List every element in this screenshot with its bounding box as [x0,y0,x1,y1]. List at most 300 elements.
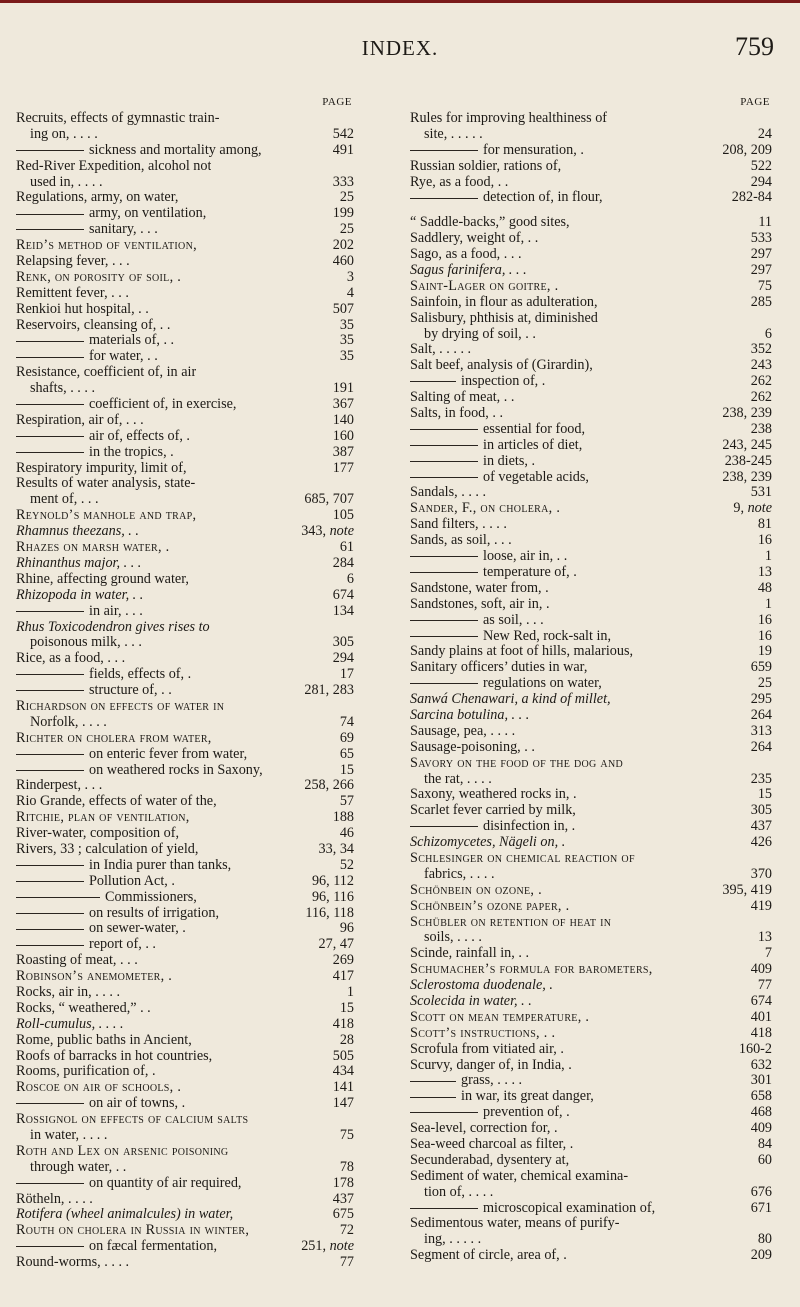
entry-text [410,660,587,676]
entry-label: Sea-weed charcoal as filter, . [410,1137,574,1152]
entry-label: essential for food, [483,421,586,437]
page-reference: 25 [757,675,772,692]
index-entry [16,524,354,540]
entry-label: River-water, composition of, [16,826,180,842]
page-reference: 251, note [301,1238,354,1255]
entry-label: Roasting of meat, . . . [16,953,138,969]
entry-text [16,492,99,508]
entry-text [410,406,503,422]
index-entry [410,1169,772,1185]
page-reference: 305 [332,634,354,651]
page-header [0,30,800,60]
index-entry [410,422,772,438]
entry-text [410,1105,570,1121]
ditto-dash [410,1112,478,1113]
page-reference: 674 [750,992,772,1009]
entry-text [16,985,120,1001]
entry-text [16,159,211,175]
entry-label: Rivers, 33 ; calculation of yield, [16,841,199,857]
page-reference: 25 [339,221,354,238]
entry-label: Scott’s instructions, . . [410,1025,556,1041]
entry-label: Schübler on retention of heat in [410,914,612,930]
page-reference: 468 [750,1104,772,1121]
index-entry [16,651,354,667]
page-reference: 333 [332,173,354,190]
entry-label: Schönbein’s ozone paper, . [410,898,570,914]
entry-text [410,1216,619,1232]
entry-label: in water, . . . . [30,1128,108,1143]
page-reference: 264 [750,738,772,755]
entry-text [410,1169,628,1185]
entry-label: Sandals, . . . . [410,485,487,501]
page-reference: 505 [332,1047,354,1064]
index-entry [16,206,354,222]
index-entry [16,683,354,699]
page-reference: 671 [750,1199,772,1216]
index-entry [16,953,354,969]
page-label: PAGE [322,96,352,108]
entry-text [410,692,611,708]
entry-text [16,921,186,937]
page-reference: 15 [339,761,354,778]
index-entry [410,867,772,883]
entry-text [16,1064,156,1080]
page-reference: 4 [346,284,354,301]
page-reference: 437 [750,818,772,835]
entry-label: Rhazes on marsh water, . [16,540,170,556]
entry-text [410,565,577,581]
index-entry [16,604,354,620]
index-entry [410,819,772,835]
entry-text [410,994,532,1010]
entry-text [410,342,471,358]
page-reference: 191 [332,380,354,397]
entry-label: regulations on water, [483,676,602,692]
entry-text [16,476,195,492]
entry-text [16,1017,124,1033]
index-entry [16,238,354,254]
entry-text [410,279,558,295]
entry-label: Rio Grande, effects of water of the, [16,794,217,810]
page-reference: 46 [339,825,354,842]
page-reference: 25 [339,189,354,206]
entry-text [410,111,607,127]
entry-text [16,953,138,969]
entry-text [16,635,142,651]
entry-text [410,517,507,533]
entry-label: site, . . . . . [424,126,483,142]
page-reference: 199 [332,205,354,222]
entry-text [410,978,553,994]
ditto-dash [16,674,84,675]
entry-label: in war, its great danger, [461,1089,594,1105]
entry-label: Routh on cholera in Russia in winter, [16,1223,250,1239]
entry-text [410,549,567,565]
entry-text [410,231,538,247]
index-entry [16,874,354,890]
index-entry [16,540,354,556]
entry-label: Salts, in food, . . [410,406,504,422]
entry-text [410,127,483,143]
index-entry [16,1001,354,1017]
index-entry [410,390,772,406]
entry-label: ing on, . . . . [30,126,98,142]
page-reference: 147 [332,1095,354,1112]
entry-text [410,787,577,803]
page-reference: 72 [339,1222,354,1239]
entry-label: the rat, . . . . [424,771,492,787]
page-reference: 370 [750,865,772,882]
index-entry [410,724,772,740]
ditto-dash [16,913,84,914]
entry-label: through water, . . [30,1159,127,1175]
entry-label: for mensuration, . [483,142,584,158]
index-entry [16,794,354,810]
index-entry [16,381,354,397]
index-entry [410,1042,772,1058]
entry-text [16,254,130,270]
page-reference: 417 [332,968,354,985]
entry-text [410,485,486,501]
page-reference: 57 [339,793,354,810]
page-reference: 96 [339,920,354,937]
page-reference: 395, 419 [722,881,772,898]
index-entry [16,1176,354,1192]
entry-text [16,842,198,858]
entry-text [16,1176,241,1192]
entry-label: shafts, . . . . [30,381,96,397]
entry-text [16,826,179,842]
index-entry [410,438,772,454]
entry-label: Rhine, affecting ground water, [16,571,189,587]
entry-text [410,470,589,486]
ditto-dash [410,1208,478,1209]
index-entry [410,1185,772,1201]
entry-text [16,445,174,461]
page-reference: 24 [757,125,772,142]
entry-label: Rhus Toxicodendron gives rises to [16,619,210,635]
index-entry [16,254,354,270]
entry-text [410,915,611,931]
entry-label: on sewer-water, . [89,921,186,937]
entry-label: Scrofula from vitiated air, . [410,1041,564,1057]
ditto-dash [410,636,478,637]
entry-label: sanitary, . . . [89,222,158,238]
entry-text [410,1232,481,1248]
entry-text [410,1201,655,1217]
entry-text [16,461,187,477]
page-reference: 676 [750,1183,772,1200]
entry-label: Respiratory impurity, limit of, [16,460,187,476]
index-entry [16,858,354,874]
entry-text [410,867,495,883]
page-reference: 77 [757,977,772,994]
entry-label: Secunderabad, dysentery at, [410,1152,570,1168]
entry-text [410,1089,594,1105]
top-rule [0,0,800,3]
ditto-dash [410,198,478,199]
index-entry [16,508,354,524]
entry-text [16,238,197,254]
page-reference: 35 [339,316,354,333]
entry-label: Rhinanthus major, . . . [16,555,142,571]
entry-label: temperature of, . [483,564,577,580]
entry-text [16,620,210,636]
page-reference: 674 [332,586,354,603]
entry-text [16,1033,192,1049]
entry-text [410,1058,572,1074]
entry-label: Russian soldier, rations of, [410,158,562,174]
index-entry [16,1239,354,1255]
entry-text [410,803,576,819]
entry-text [16,349,158,365]
entry-text [410,1137,573,1153]
ditto-dash [16,754,84,755]
entry-label: Sedimentous water, means of purify- [410,1216,620,1232]
entry-label: disinfection in, . [483,819,576,835]
page-reference: 84 [757,1136,772,1152]
page-number: 759 [735,32,774,61]
page-reference: 116, 118 [305,904,354,921]
page-reference: 294 [332,650,354,667]
ditto-dash [410,1081,456,1082]
entry-text [410,756,623,772]
entry-label: Saint-Lager on goitre, . [410,278,559,294]
page-reference: 460 [332,253,354,270]
entry-text [16,302,149,318]
page-reference: 16 [757,627,772,644]
page-reference: 16 [757,611,772,628]
entry-text [16,206,206,222]
entry-text [410,597,550,613]
index-entry [16,1144,354,1160]
page-reference: 33, 34 [318,840,354,857]
entry-label: Saddlery, weight of, . . [410,231,539,247]
ditto-dash [16,897,100,898]
ditto-dash [16,436,84,437]
index-entry [410,962,772,978]
index-entry [16,969,354,985]
entry-text [410,1073,522,1089]
page-reference: 81 [757,516,772,533]
ditto-dash [16,865,84,866]
index-entry [410,597,772,613]
page-reference: 262 [750,389,772,406]
entry-text [16,286,129,302]
page-reference: 17 [339,666,354,683]
entry-text [16,778,102,794]
entry-text [410,819,575,835]
page-reference: 522 [750,157,772,174]
page-reference: 258, 266 [304,777,354,794]
entry-label: Segment of circle, area of, . [410,1248,567,1264]
entry-text [410,247,522,263]
entry-label: Salting of meat, . . [410,390,515,406]
index-entry [16,635,354,651]
entry-text [16,1080,181,1096]
index-entry [410,501,772,517]
index-column-left [16,95,354,1271]
index-entry [410,930,772,946]
entry-text [16,572,189,588]
index-entry [410,1232,772,1248]
ditto-dash [16,1183,84,1184]
entry-text [16,1255,129,1271]
page-reference: 387 [332,443,354,460]
index-entry [16,222,354,238]
entry-label: on fæcal fermentation, [89,1239,218,1255]
entry-label: Sanwá Chenawari, a kind of millet, [410,692,611,708]
entry-label: microscopical examination of, [483,1200,656,1216]
page-reference: 11 [758,214,772,231]
index-entry [410,1089,772,1105]
index-entry [16,842,354,858]
entry-text [16,794,217,810]
entry-text [16,429,190,445]
page-reference: 542 [332,125,354,142]
index-entry [410,772,772,788]
index-entry [410,1153,772,1169]
ditto-dash [16,929,84,930]
index-entry [16,572,354,588]
entry-text [16,683,172,699]
index-entry [410,143,772,159]
entry-text [410,438,582,454]
index-entry [16,127,354,143]
entry-text [410,159,561,175]
entry-text [410,740,535,756]
entry-text [16,270,181,286]
entry-label: Round-worms, . . . . [16,1255,130,1271]
entry-label: by drying of soil, . . [424,326,536,342]
entry-text [410,533,512,549]
page-reference: 78 [339,1158,354,1175]
index-entry [410,1026,772,1042]
ditto-dash [16,881,84,882]
ditto-dash [410,556,478,557]
page-reference: 60 [757,1151,772,1168]
entry-label: as soil, . . . [483,612,544,628]
entry-text [16,1112,248,1128]
page-reference: 96, 112 [311,872,354,889]
index-entry [16,143,354,159]
ditto-dash [410,572,478,573]
page-reference: 352 [750,341,772,358]
ditto-dash [410,445,478,446]
index-entry [410,295,772,311]
index-entry [16,1223,354,1239]
entry-label: Roofs of barracks in hot countries, [16,1048,213,1064]
entry-label: materials of, . . [89,333,175,349]
entry-text [410,899,569,915]
entry-label: Rossignol on effects of calcium salts [16,1112,249,1128]
entry-label: fields, effects of, . [89,667,192,683]
page-reference: 419 [750,897,772,914]
ditto-dash [410,381,456,382]
page-reference: 77 [339,1254,354,1271]
entry-text [16,858,231,874]
entry-text [16,381,95,397]
page-reference: 75 [339,1127,354,1143]
entry-label: used in, . . . . [30,174,103,190]
index-entry [410,613,772,629]
index-entry [410,263,772,279]
page-reference: 35 [339,332,354,349]
entry-label: Savory on the food of the dog and [410,755,623,771]
page-reference: 401 [750,1008,772,1025]
entry-text [16,906,219,922]
page-reference: 13 [757,929,772,946]
index-entry [410,978,772,994]
page-reference: 160 [332,427,354,444]
entry-label: Scolecida in water, . . [410,993,532,1009]
index-entry [410,629,772,645]
ditto-dash [410,150,478,151]
page-reference: 418 [750,1024,772,1041]
index-entry [410,127,772,143]
index-entry [410,342,772,358]
entry-label: Sediment of water, chemical examina- [410,1168,629,1184]
index-entry [16,286,354,302]
entry-text [16,508,196,524]
entry-text [16,190,178,206]
entry-text [410,962,653,978]
entry-text [16,143,262,159]
page-reference: 74 [339,713,354,730]
index-entry [16,556,354,572]
entry-text [16,747,247,763]
page-reference: 69 [339,729,354,746]
page-reference: 15 [757,786,772,803]
entry-label: coefficient of, in exercise, [89,397,237,413]
page-reference: 238 [750,420,772,437]
entry-label: New Red, rock-salt in, [483,628,612,644]
entry-label: Schizomycetes, Nägeli on, . [410,835,566,851]
entry-text [16,715,107,731]
entry-text [410,708,529,724]
index-entry [410,1201,772,1217]
index-entry [410,660,772,676]
entry-label: Rhamnus theezans, . . [16,524,139,540]
index-entry [410,247,772,263]
page-reference: 285 [750,293,772,310]
index-entry [410,1137,772,1153]
ditto-dash [16,357,84,358]
entry-label: Schlesinger on chemical reaction of [410,850,635,866]
entry-label: Salt, . . . . . [410,342,472,358]
entry-text [410,835,565,851]
entry-text [16,175,103,191]
entry-text [16,1239,217,1255]
entry-label: Sausage-poisoning, . . [410,739,535,755]
entry-label: Roscoe on air of schools, . [16,1080,182,1096]
page-reference: 9, note [733,500,772,517]
entry-label: Ritchie, plan of ventilation, [16,810,190,826]
entry-label: Sagus farinifera, . . . [410,263,527,279]
index-entry [410,1010,772,1026]
section-gap [410,206,772,215]
index-entry [16,302,354,318]
entry-label: on quantity of air required, [89,1175,242,1191]
entry-label: report of, . . [89,937,156,953]
page-reference: 632 [750,1056,772,1073]
entry-text [16,667,191,683]
entry-label: Renkioi hut hospital, . . [16,301,149,317]
entry-label: Sanitary officers’ duties in war, [410,660,588,676]
entry-label: Salt beef, analysis of (Girardin), [410,358,593,374]
index-entry [16,731,354,747]
entry-label: Regulations, army, on water, [16,190,179,206]
